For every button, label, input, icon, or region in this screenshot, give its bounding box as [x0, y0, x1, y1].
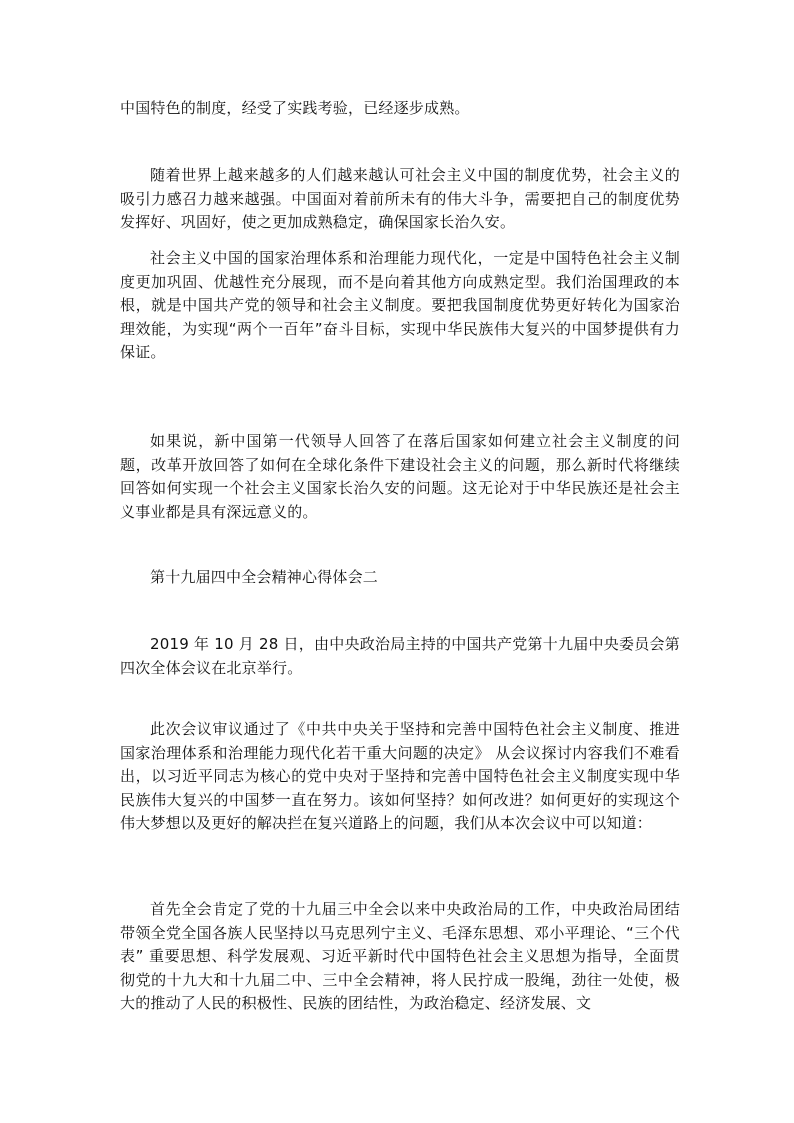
- section-heading: 第十九届四中全会精神心得体会二: [150, 568, 379, 586]
- paragraph-institutional-advantage: 随着世界上越来越多的人们越来越认可社会主义中国的制度优势，社会主义的吸引力感召力越来越强。中国面对着前所未有的伟大斗争，需要把自己的制度优势发挥好、巩固好，使之更加成熟稳定，确保国家长治久安。: [120, 166, 680, 231]
- paragraph-plenary-affirmation: 首先全会肯定了党的十九届三中全会以来中央政治局的工作，中央政治局团结带领全党全国各族人民坚持以马克思列宁主义、毛泽东思想、邓小平理论、“三个代表” 重要思想、科学发展观、习近平新时代中国特色社会主义思想为指导，全面贯彻党的十九大和十九届二中、三中全会精神，将人民拧成一股绳，劲往一处使，极大的推动了人民的积极性、民族的团结性，为政治稳定、经济发展、文: [120, 900, 680, 1012]
- paragraph-governance-modernization: 社会主义中国的国家治理体系和治理能力现代化，一定是中国特色社会主义制度更加巩固、优越性充分展现，而不是向着其他方向成熟定型。我们治国理政的本根，就是中国共产党的领导和社会主义制度。要把我国制度优势更好转化为国家治理效能，为实现“两个一百年”奋斗目标，实现中华民族伟大复兴的中国梦提供有力保证。: [120, 249, 680, 361]
- paragraph-meeting-decision: 此次会议审议通过了《中共中央关于坚持和完善中国特色社会主义制度、推进国家治理体系和治理能力现代化若干重大问题的决定》 从会议探讨内容我们不难看出，以习近平同志为核心的党中央对于坚持和完善中国特色社会主义制度实现中华民族伟大复兴的中国梦一直在努力。该如何坚持？如何改进？如何更好的实现这个伟大梦想以及更好的解决拦在复兴道路上的问题，我们从本次会议中可以知道：: [120, 720, 680, 832]
- paragraph-meeting-date: 2019 年 10 月 28 日，由中央政治局主持的中国共产党第十九届中央委员会第四次全体会议在北京举行。: [120, 635, 680, 677]
- paragraph-historical-answers: 如果说，新中国第一代领导人回答了在落后国家如何建立社会主义制度的问题，改革开放回答了如何在全球化条件下建设社会主义的问题，那么新时代将继续回答如何实现一个社会主义国家长治久安的问题。这无论对于中华民族还是社会主义事业都是具有深远意义的。: [120, 432, 680, 521]
- paragraph-continued: 中国特色的制度，经受了实践考验，已经逐步成熟。: [120, 99, 470, 117]
